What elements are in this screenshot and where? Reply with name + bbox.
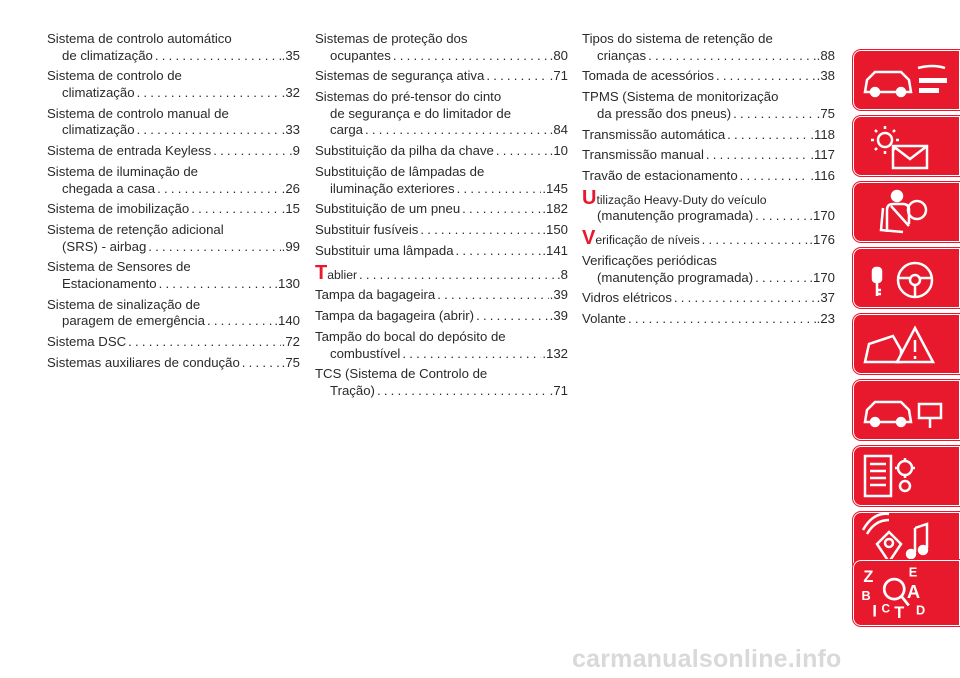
index-entry-text (582, 229, 700, 249)
page-number[interactable]: .140 (274, 313, 300, 329)
key-steering-wheel-icon (853, 248, 960, 308)
index-entry-text: Tomada de acessórios (582, 68, 714, 84)
index-entry-line (582, 31, 835, 48)
index-entry-text: Sistema de iluminação de (47, 163, 199, 179)
page-number[interactable]: .116 (810, 168, 835, 184)
index-entry-text: Sistemas de proteção dos (315, 31, 468, 46)
index-entry[interactable] (582, 127, 835, 144)
index-entry-text: (manutenção programada) (597, 269, 754, 285)
index-entry[interactable] (47, 68, 300, 101)
index-entry-line (47, 222, 300, 239)
index-entry[interactable] (47, 297, 300, 330)
page-number[interactable]: .23 (816, 311, 835, 327)
page-number[interactable]: .33 (281, 122, 300, 138)
index-entry-line (582, 270, 835, 287)
index-entry-line (582, 168, 835, 185)
index-entry-line (582, 89, 835, 106)
index-entry-text: Sistemas auxiliares de condução (47, 354, 240, 370)
index-entry-text: Estacionamento (62, 276, 157, 292)
tab-car-warning[interactable] (853, 314, 960, 374)
dot-leader (242, 355, 281, 372)
dot-leader (191, 201, 280, 218)
index-entry-line (315, 261, 568, 284)
index-entry[interactable] (47, 355, 300, 372)
index-entry[interactable] (582, 229, 835, 249)
index-entry-text: Sistema de controlo de (47, 68, 182, 84)
page-number[interactable]: .75 (816, 105, 835, 121)
index-entry-text: Travão de estacionamento (582, 168, 738, 184)
index-entry-text: climatização (62, 122, 135, 138)
index-entry[interactable] (315, 308, 568, 325)
index-entry-text: Vidros elétricos (582, 290, 672, 306)
page-number[interactable]: .170 (809, 208, 835, 224)
page-number[interactable]: .117 (810, 147, 835, 163)
index-letter-d: D (916, 602, 926, 618)
index-entry[interactable] (315, 222, 568, 239)
index-entry-text: Sistema de retenção adicional (47, 222, 224, 238)
index-entry-line (47, 201, 300, 218)
tab-car-breakdown[interactable] (853, 380, 960, 440)
car-breakdown-icon (853, 380, 960, 440)
index-entry-line (47, 85, 300, 102)
index-entry-text-rest: ablier (327, 267, 358, 282)
index-entry[interactable] (47, 143, 300, 160)
dot-leader (462, 201, 541, 218)
dot-leader (159, 276, 274, 293)
index-entry-text: Sistema de imobilização (47, 201, 190, 217)
index-entry-text: TCS (Sistema de Controlo de (315, 366, 488, 382)
index-entry[interactable] (47, 334, 300, 351)
index-entry[interactable] (47, 31, 300, 64)
index-entry-text: Tampão do bocal do depósito de (315, 328, 506, 344)
page-number[interactable]: .72 (281, 334, 300, 350)
index-entry-text: climatização (62, 84, 135, 100)
index-entry-line (315, 143, 568, 160)
index-entry-line (582, 229, 835, 249)
index-entry-line (47, 122, 300, 139)
index-entry-line (582, 186, 835, 209)
index-letter-b: B (861, 588, 871, 603)
dot-leader (457, 181, 542, 198)
index-entry-line (315, 106, 568, 123)
dot-leader (393, 48, 549, 65)
dot-leader (716, 68, 816, 85)
index-entry[interactable] (315, 287, 568, 304)
dot-leader (674, 290, 816, 307)
index-entry-line (47, 31, 300, 48)
page-number[interactable]: .39 (549, 287, 568, 303)
page-number[interactable]: .118 (810, 126, 835, 142)
tab-index[interactable] (853, 560, 960, 626)
index-entry-text: Sistemas do pré-tensor do cinto (315, 89, 502, 105)
dot-leader (628, 311, 816, 328)
index-column-1 (47, 31, 300, 376)
index-entry[interactable] (315, 89, 568, 139)
index-column-2 (315, 31, 568, 404)
page-number[interactable]: .141 (542, 242, 568, 258)
index-entry[interactable] (315, 143, 568, 160)
index-entry[interactable] (315, 68, 568, 85)
index-entry-text: Substituição de lâmpadas de (315, 163, 485, 179)
page-number[interactable]: .39 (549, 308, 568, 324)
index-entry-text: de climatização (62, 47, 153, 63)
page-number[interactable]: .71 (549, 68, 568, 84)
index-entry-line (47, 276, 300, 293)
page-number[interactable]: .75 (281, 354, 300, 370)
page-number[interactable]: .132 (542, 345, 568, 361)
page-number[interactable]: .176 (809, 232, 835, 248)
index-entry-line (315, 68, 568, 85)
index-entry-line (582, 311, 835, 328)
index-section-letter: T (315, 261, 328, 284)
index-entry-text: Substituição da pilha da chave (315, 143, 494, 159)
index-entry[interactable] (582, 147, 835, 164)
index-entry-text: Tampa da bagageira (abrir) (315, 308, 475, 324)
index-entry[interactable] (582, 253, 835, 286)
tab-car-dashboard[interactable] (853, 50, 960, 110)
index-entry-line (315, 243, 568, 260)
index-entry-text: da pressão dos pneus) (597, 105, 732, 121)
index-letter-i: I (872, 602, 877, 620)
index-entry[interactable] (47, 106, 300, 139)
index-entry-line (315, 308, 568, 325)
index-entry-line (582, 127, 835, 144)
page-number[interactable]: .150 (542, 222, 568, 238)
page-number[interactable]: .71 (549, 382, 568, 398)
index-entry-line (582, 290, 835, 307)
page-number[interactable]: .15 (281, 201, 300, 217)
index-entry-line (47, 181, 300, 198)
watermark-text: carmanualsonline.info (572, 645, 842, 673)
dot-leader (755, 208, 808, 225)
dot-leader (733, 106, 815, 123)
page-number[interactable]: .10 (549, 143, 568, 159)
index-entry-text: Sistema DSC (47, 334, 127, 350)
index-entry[interactable] (47, 164, 300, 197)
index-entry-line (315, 48, 568, 65)
index-entry-line (315, 122, 568, 139)
dot-leader (420, 222, 541, 239)
index-entry-line (315, 31, 568, 48)
index-entry-text: Sistema de entrada Keyless (47, 143, 212, 159)
index-alphabet-icon (853, 560, 960, 620)
index-entry-text: (manutenção programada) (597, 208, 754, 224)
index-entry-line (315, 346, 568, 363)
dot-leader (207, 313, 273, 330)
dot-leader (128, 334, 281, 351)
page-number[interactable]: .9 (289, 143, 300, 159)
index-letter-c: C (881, 601, 891, 616)
page-number[interactable]: .130 (274, 276, 300, 292)
index-entry-text (582, 186, 767, 209)
index-entry[interactable] (315, 261, 568, 284)
page-number[interactable]: .32 (281, 84, 300, 100)
index-entry-text: Volante (582, 311, 626, 327)
page-number[interactable]: .88 (816, 47, 835, 63)
index-entry-line (315, 222, 568, 239)
index-letter-e: E (908, 564, 918, 580)
dot-leader (706, 147, 809, 164)
dot-leader (402, 346, 541, 363)
index-entry-line (47, 259, 300, 276)
index-entry[interactable] (315, 164, 568, 197)
index-entry[interactable] (582, 290, 835, 307)
index-entry-line (582, 147, 835, 164)
dot-leader (155, 48, 281, 65)
index-letter-z: Z (863, 567, 874, 586)
tab-seat-airbag[interactable] (853, 182, 960, 242)
index-entry[interactable] (47, 222, 300, 255)
dot-leader (476, 308, 549, 325)
index-entry-text: TPMS (Sistema de monitorização (582, 89, 779, 105)
page-number[interactable]: .38 (816, 68, 835, 84)
index-entry-text: de segurança e do limitador de (330, 105, 512, 121)
index-entry[interactable] (582, 311, 835, 328)
tab-warning-lights[interactable] (853, 116, 960, 176)
index-entry-line (582, 208, 835, 225)
index-entry-text: iluminação exteriores (330, 180, 455, 196)
page-number[interactable]: .80 (549, 47, 568, 63)
index-entry-line (582, 106, 835, 123)
index-entry-text: ocupantes (330, 47, 391, 63)
index-entry-line (315, 329, 568, 346)
index-entry[interactable] (582, 168, 835, 185)
index-entry-text: Sistema de sinalização de (47, 296, 201, 312)
index-entry-text: (SRS) - airbag (62, 238, 147, 254)
dot-leader (137, 122, 281, 139)
index-entry-line (47, 239, 300, 256)
dot-leader (213, 143, 288, 160)
warning-lights-icon (853, 116, 960, 176)
tab-maintenance[interactable] (853, 446, 960, 506)
index-entry-text-rest: erificação de níveis (595, 233, 700, 248)
index-entry-line (47, 68, 300, 85)
index-entry-line (582, 68, 835, 85)
dot-leader (377, 383, 549, 400)
index-entry-text: paragem de emergência (62, 313, 205, 329)
page-number[interactable]: .84 (549, 122, 568, 138)
dot-leader (456, 243, 542, 260)
index-entry[interactable] (315, 31, 568, 64)
dot-leader (496, 143, 549, 160)
dot-leader (365, 122, 549, 139)
index-entry-text: carga (330, 122, 363, 138)
index-entry[interactable] (582, 68, 835, 85)
page-number[interactable]: .170 (809, 269, 835, 285)
index-entry-text: Tampa da bagageira (315, 287, 436, 303)
dot-leader (702, 232, 809, 249)
dot-leader (137, 85, 281, 102)
index-entry-text: Tração) (330, 382, 375, 398)
index-entry-text: Substituição de um pneu (315, 201, 461, 217)
index-entry[interactable] (47, 259, 300, 292)
dot-leader (157, 181, 281, 198)
maintenance-list-gear-icon (853, 446, 960, 506)
index-entry[interactable] (315, 201, 568, 218)
index-entry-text: Sistema de controlo automático (47, 31, 232, 46)
seat-airbag-icon (853, 182, 960, 242)
index-entry-text: Sistemas de segurança ativa (315, 68, 485, 84)
index-entry[interactable] (315, 243, 568, 260)
index-entry-line (47, 106, 300, 123)
index-entry-line (582, 253, 835, 270)
index-entry-line (315, 181, 568, 198)
index-entry-text: Tipos do sistema de retenção de (582, 31, 773, 46)
index-entry-text: Transmissão manual (582, 147, 704, 163)
dot-leader (740, 168, 810, 185)
dot-leader (486, 68, 548, 85)
index-entry[interactable] (315, 329, 568, 362)
dot-leader (648, 48, 816, 65)
page-number[interactable]: .26 (281, 180, 300, 196)
index-entry-line (315, 366, 568, 383)
dot-leader (437, 287, 548, 304)
index-entry[interactable] (315, 366, 568, 399)
index-entry-text: Transmissão automática (582, 126, 726, 142)
car-dashboard-icon (853, 50, 960, 110)
index-entry-line (47, 297, 300, 314)
index-entry-text: combustível (330, 345, 401, 361)
index-letter-a: A (906, 582, 921, 603)
index-entry-text-rest: tilização Heavy-Duty do veículo (596, 192, 767, 207)
index-entry[interactable] (47, 201, 300, 218)
index-section-letter: V (582, 227, 596, 250)
index-entry-line (47, 48, 300, 65)
index-section-letter: U (582, 186, 597, 209)
index-entry-line (582, 48, 835, 65)
index-entry-text: Sistema de Sensores de (47, 259, 191, 275)
index-entry-text: Sistema de controlo manual de (47, 105, 229, 121)
index-letter-t: T (894, 604, 905, 620)
index-entry[interactable] (582, 186, 835, 225)
index-entry-line (47, 313, 300, 330)
index-entry-text: chegada a casa (62, 180, 156, 196)
index-entry-line (47, 143, 300, 160)
index-entry-line (315, 383, 568, 400)
dot-leader (359, 267, 556, 284)
index-entry-text: Verificações periódicas (582, 253, 717, 269)
index-entry-line (315, 201, 568, 218)
index-entry[interactable] (582, 89, 835, 122)
index-entry-line (315, 89, 568, 106)
index-entry-text (315, 261, 358, 284)
page-number[interactable]: .8 (557, 266, 568, 282)
index-entry-line (47, 164, 300, 181)
dot-leader (755, 270, 808, 287)
index-entry[interactable] (582, 31, 835, 64)
page-number[interactable]: .35 (281, 47, 300, 63)
page-number[interactable]: .99 (281, 238, 300, 254)
index-entry-text: Substituir fusíveis (315, 222, 419, 238)
page-number[interactable]: .37 (816, 290, 835, 306)
index-entry-text: crianças (597, 47, 647, 63)
index-entry-line (315, 287, 568, 304)
index-entry-line (47, 334, 300, 351)
page-number[interactable]: .145 (542, 180, 568, 196)
car-warning-icon (853, 314, 960, 374)
index-entry-line (315, 164, 568, 181)
index-column-3 (582, 31, 835, 332)
page-number[interactable]: .182 (542, 201, 568, 217)
index-entry-line (47, 355, 300, 372)
dot-leader (727, 127, 809, 144)
index-entry-text: Substituir uma lâmpada (315, 242, 454, 258)
dot-leader (148, 239, 280, 256)
tab-key-steering[interactable] (853, 248, 960, 308)
